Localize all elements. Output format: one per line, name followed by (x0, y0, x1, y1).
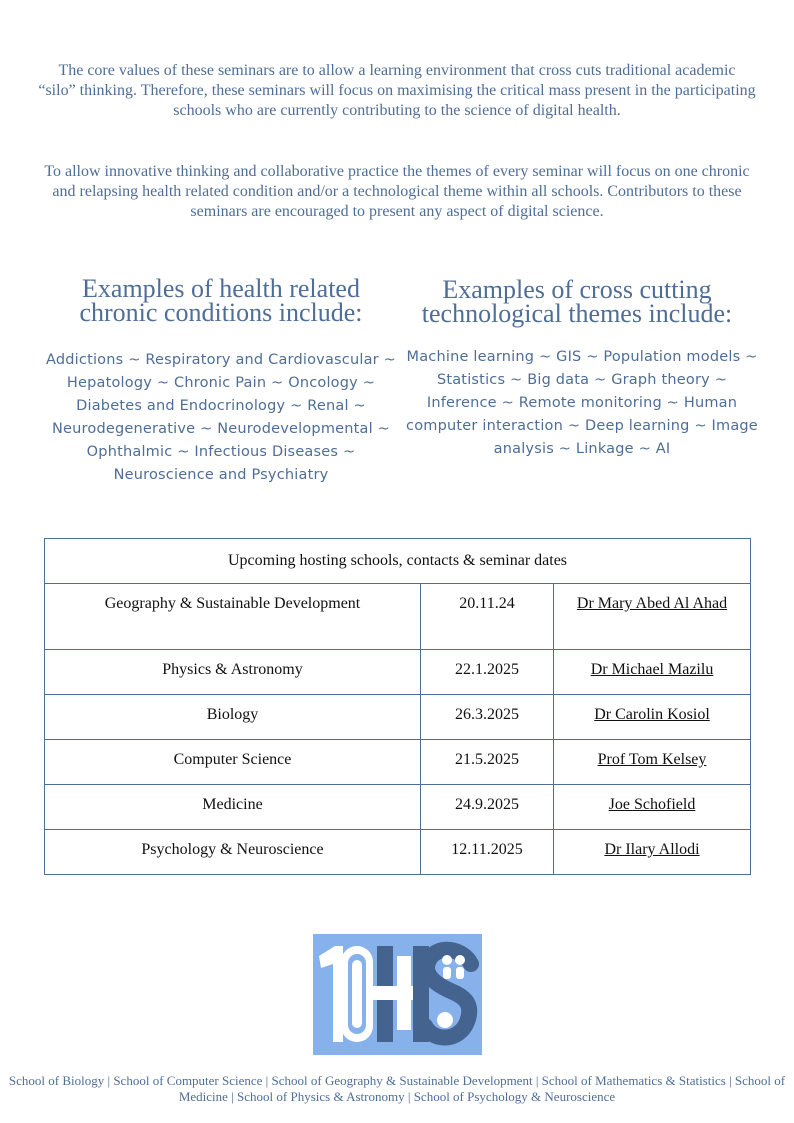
date-cell: 20.11.24 (421, 584, 554, 650)
intro-paragraph-2: To allow innovative thinking and collaborative practice the themes of every seminar will focus on one chronic and relapsing health related condition and/or a technological theme within all schools. Contributors to these seminars are encouraged to present any aspect of digital science. (44, 163, 750, 220)
contact-link[interactable]: Dr Michael Mazilu (590, 661, 714, 678)
contact-link[interactable]: Prof Tom Kelsey (597, 751, 707, 768)
school-cell: Psychology & Neuroscience (45, 830, 421, 875)
contact-link[interactable]: Dr Carolin Kosiol (594, 706, 710, 723)
dhis-logo-icon (313, 934, 482, 1055)
date-cell: 22.1.2025 (421, 650, 554, 695)
date-cell: 21.5.2025 (421, 740, 554, 785)
school-cell: Geography & Sustainable Development (45, 584, 421, 650)
health-conditions-list: Addictions ~ Respiratory and Cardiovascular ~ Hepatology ~ Chronic Pain ~ Oncology ~ Diabetes and Endocrinology ~ Renal ~ Neurodegenerative ~ Neurodevelopmental ~ Ophthalmic ~ Infectious Diseases ~ Neuroscience and Psychiatry (46, 352, 396, 483)
date-cell: 26.3.2025 (421, 695, 554, 740)
table-row (45, 740, 751, 785)
school-cell: Biology (45, 695, 421, 740)
contact-link[interactable]: Dr Mary Abed Al Ahad (576, 595, 728, 612)
health-conditions-heading: Examples of health related chronic conditions include: (79, 274, 363, 327)
table-title: Upcoming hosting schools, contacts & seminar dates (45, 539, 751, 584)
tech-themes-list: Machine learning ~ GIS ~ Population models ~ Statistics ~ Big data ~ Graph theory ~ Inference ~ Remote monitoring ~ Human computer interaction ~ Deep learning ~ Image analysis ~ Linkage ~ AI (406, 349, 758, 457)
date-cell: 12.11.2025 (421, 830, 554, 875)
table-row (45, 650, 751, 695)
table-row (45, 584, 751, 650)
table-row (45, 785, 751, 830)
school-cell: Physics & Astronomy (45, 650, 421, 695)
seminar-schedule-table (44, 538, 751, 875)
table-row (45, 695, 751, 740)
school-cell: Computer Science (45, 740, 421, 785)
intro-paragraph-1: The core values of these seminars are to allow a learning environment that cross cuts traditional academic “silo” thinking. Therefore, these seminars will focus on maximising the critical mass present in the participating schools who are currently contributing to the science of digital health. (38, 62, 756, 119)
table-row (45, 830, 751, 875)
tech-themes-heading: Examples of cross cutting technological themes include: (421, 275, 733, 328)
contact-link[interactable]: Dr Ilary Allodi (604, 841, 700, 858)
footer-schools: School of Biology | School of Computer Science | School of Geography & Sustainable Development | School of Mathematics & Statistics | School of Medicine | School of Physics & Astronomy | School of Psychology & Neuroscience (8, 1073, 786, 1104)
contact-link[interactable]: Joe Schofield (608, 796, 696, 813)
school-cell: Medicine (45, 785, 421, 830)
date-cell: 24.9.2025 (421, 785, 554, 830)
